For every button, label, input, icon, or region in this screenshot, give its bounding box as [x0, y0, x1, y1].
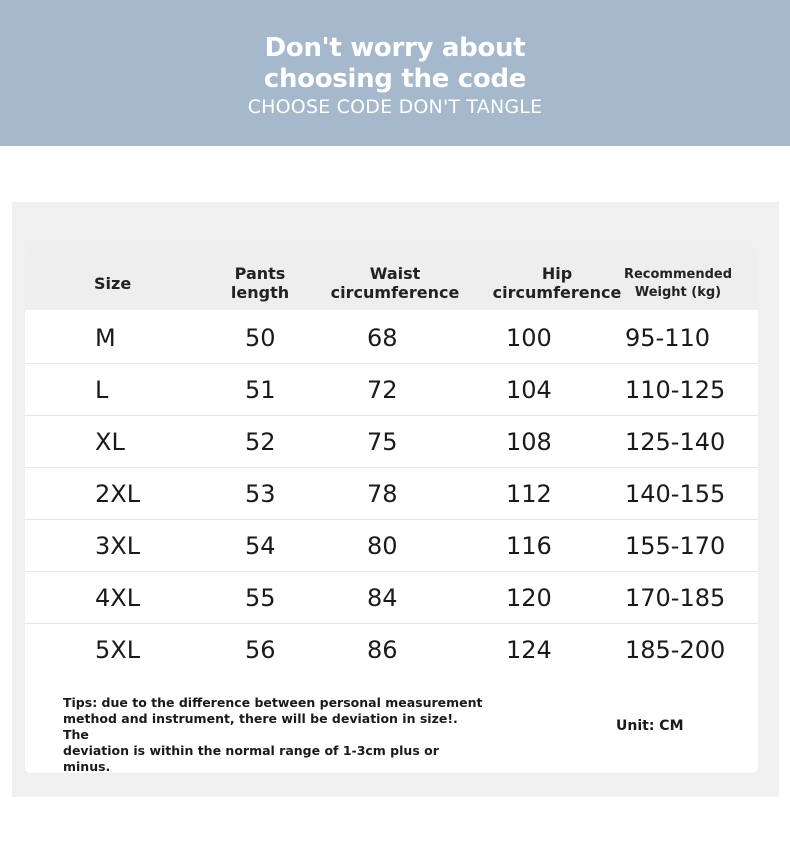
header-pants-length	[210, 264, 310, 302]
header-weight-line1: Recommended	[623, 267, 733, 282]
size-chart-card	[25, 247, 758, 773]
cell-hip: 116	[506, 532, 552, 560]
table-row	[25, 417, 758, 468]
header-waist	[320, 264, 470, 302]
table-row	[25, 573, 758, 624]
cell-length: 55	[245, 584, 276, 612]
table-row	[25, 625, 758, 676]
cell-length: 50	[245, 324, 276, 352]
header-waist-line2: circumference	[330, 283, 460, 302]
cell-weight: 140-155	[625, 480, 726, 508]
tips-line3: deviation is within the normal range of 1-3cm plus or minus.	[63, 743, 439, 773]
header-hip-line1: Hip	[541, 264, 573, 283]
cell-length: 52	[245, 428, 276, 456]
header-pants-length-line1: Pants	[234, 264, 286, 283]
table-row	[25, 365, 758, 416]
header-size-label: Size	[94, 274, 132, 293]
cell-weight: 110-125	[625, 376, 726, 404]
header-banner	[0, 0, 790, 146]
header-waist-line1: Waist	[369, 264, 421, 283]
header-pants-length-line2: length	[230, 283, 290, 302]
cell-weight: 185-200	[625, 636, 726, 664]
cell-waist: 72	[367, 376, 398, 404]
header-weight	[618, 266, 738, 302]
cell-waist: 68	[367, 324, 398, 352]
unit-label: Unit: CM	[616, 718, 684, 734]
cell-hip: 112	[506, 480, 552, 508]
cell-weight: 125-140	[625, 428, 726, 456]
cell-hip: 124	[506, 636, 552, 664]
cell-hip: 104	[506, 376, 552, 404]
banner-subtitle: CHOOSE CODE DON'T TANGLE	[247, 96, 543, 118]
header-weight-line2: Weight (kg)	[634, 285, 722, 300]
tips-line2: method and instrument, there will be deviation in size!. The	[63, 711, 458, 742]
cell-size: XL	[95, 428, 125, 456]
cell-weight: 155-170	[625, 532, 726, 560]
cell-waist: 80	[367, 532, 398, 560]
cell-waist: 78	[367, 480, 398, 508]
header-hip	[482, 264, 632, 302]
cell-size: 3XL	[95, 532, 141, 560]
tips-line1: Tips: due to the difference between personal measurement	[63, 695, 483, 710]
table-row	[25, 521, 758, 572]
cell-length: 53	[245, 480, 276, 508]
banner-title-line1: Don't worry about	[264, 33, 526, 63]
table-header	[25, 247, 758, 310]
tips-note	[63, 695, 483, 773]
banner-title	[0, 33, 790, 95]
cell-length: 56	[245, 636, 276, 664]
cell-size: 2XL	[95, 480, 141, 508]
cell-waist: 86	[367, 636, 398, 664]
cell-waist: 84	[367, 584, 398, 612]
cell-size: 5XL	[95, 636, 141, 664]
cell-hip: 108	[506, 428, 552, 456]
header-hip-line2: circumference	[492, 283, 622, 302]
table-row	[25, 469, 758, 520]
cell-weight: 170-185	[625, 584, 726, 612]
cell-weight: 95-110	[625, 324, 711, 352]
cell-hip: 100	[506, 324, 552, 352]
cell-hip: 120	[506, 584, 552, 612]
cell-size: L	[95, 376, 109, 404]
cell-size: 4XL	[95, 584, 141, 612]
header-size	[65, 274, 155, 293]
table-row	[25, 313, 758, 364]
banner-title-line2: choosing the code	[263, 64, 527, 94]
cell-length: 51	[245, 376, 276, 404]
cell-length: 54	[245, 532, 276, 560]
cell-size: M	[95, 324, 116, 352]
cell-waist: 75	[367, 428, 398, 456]
